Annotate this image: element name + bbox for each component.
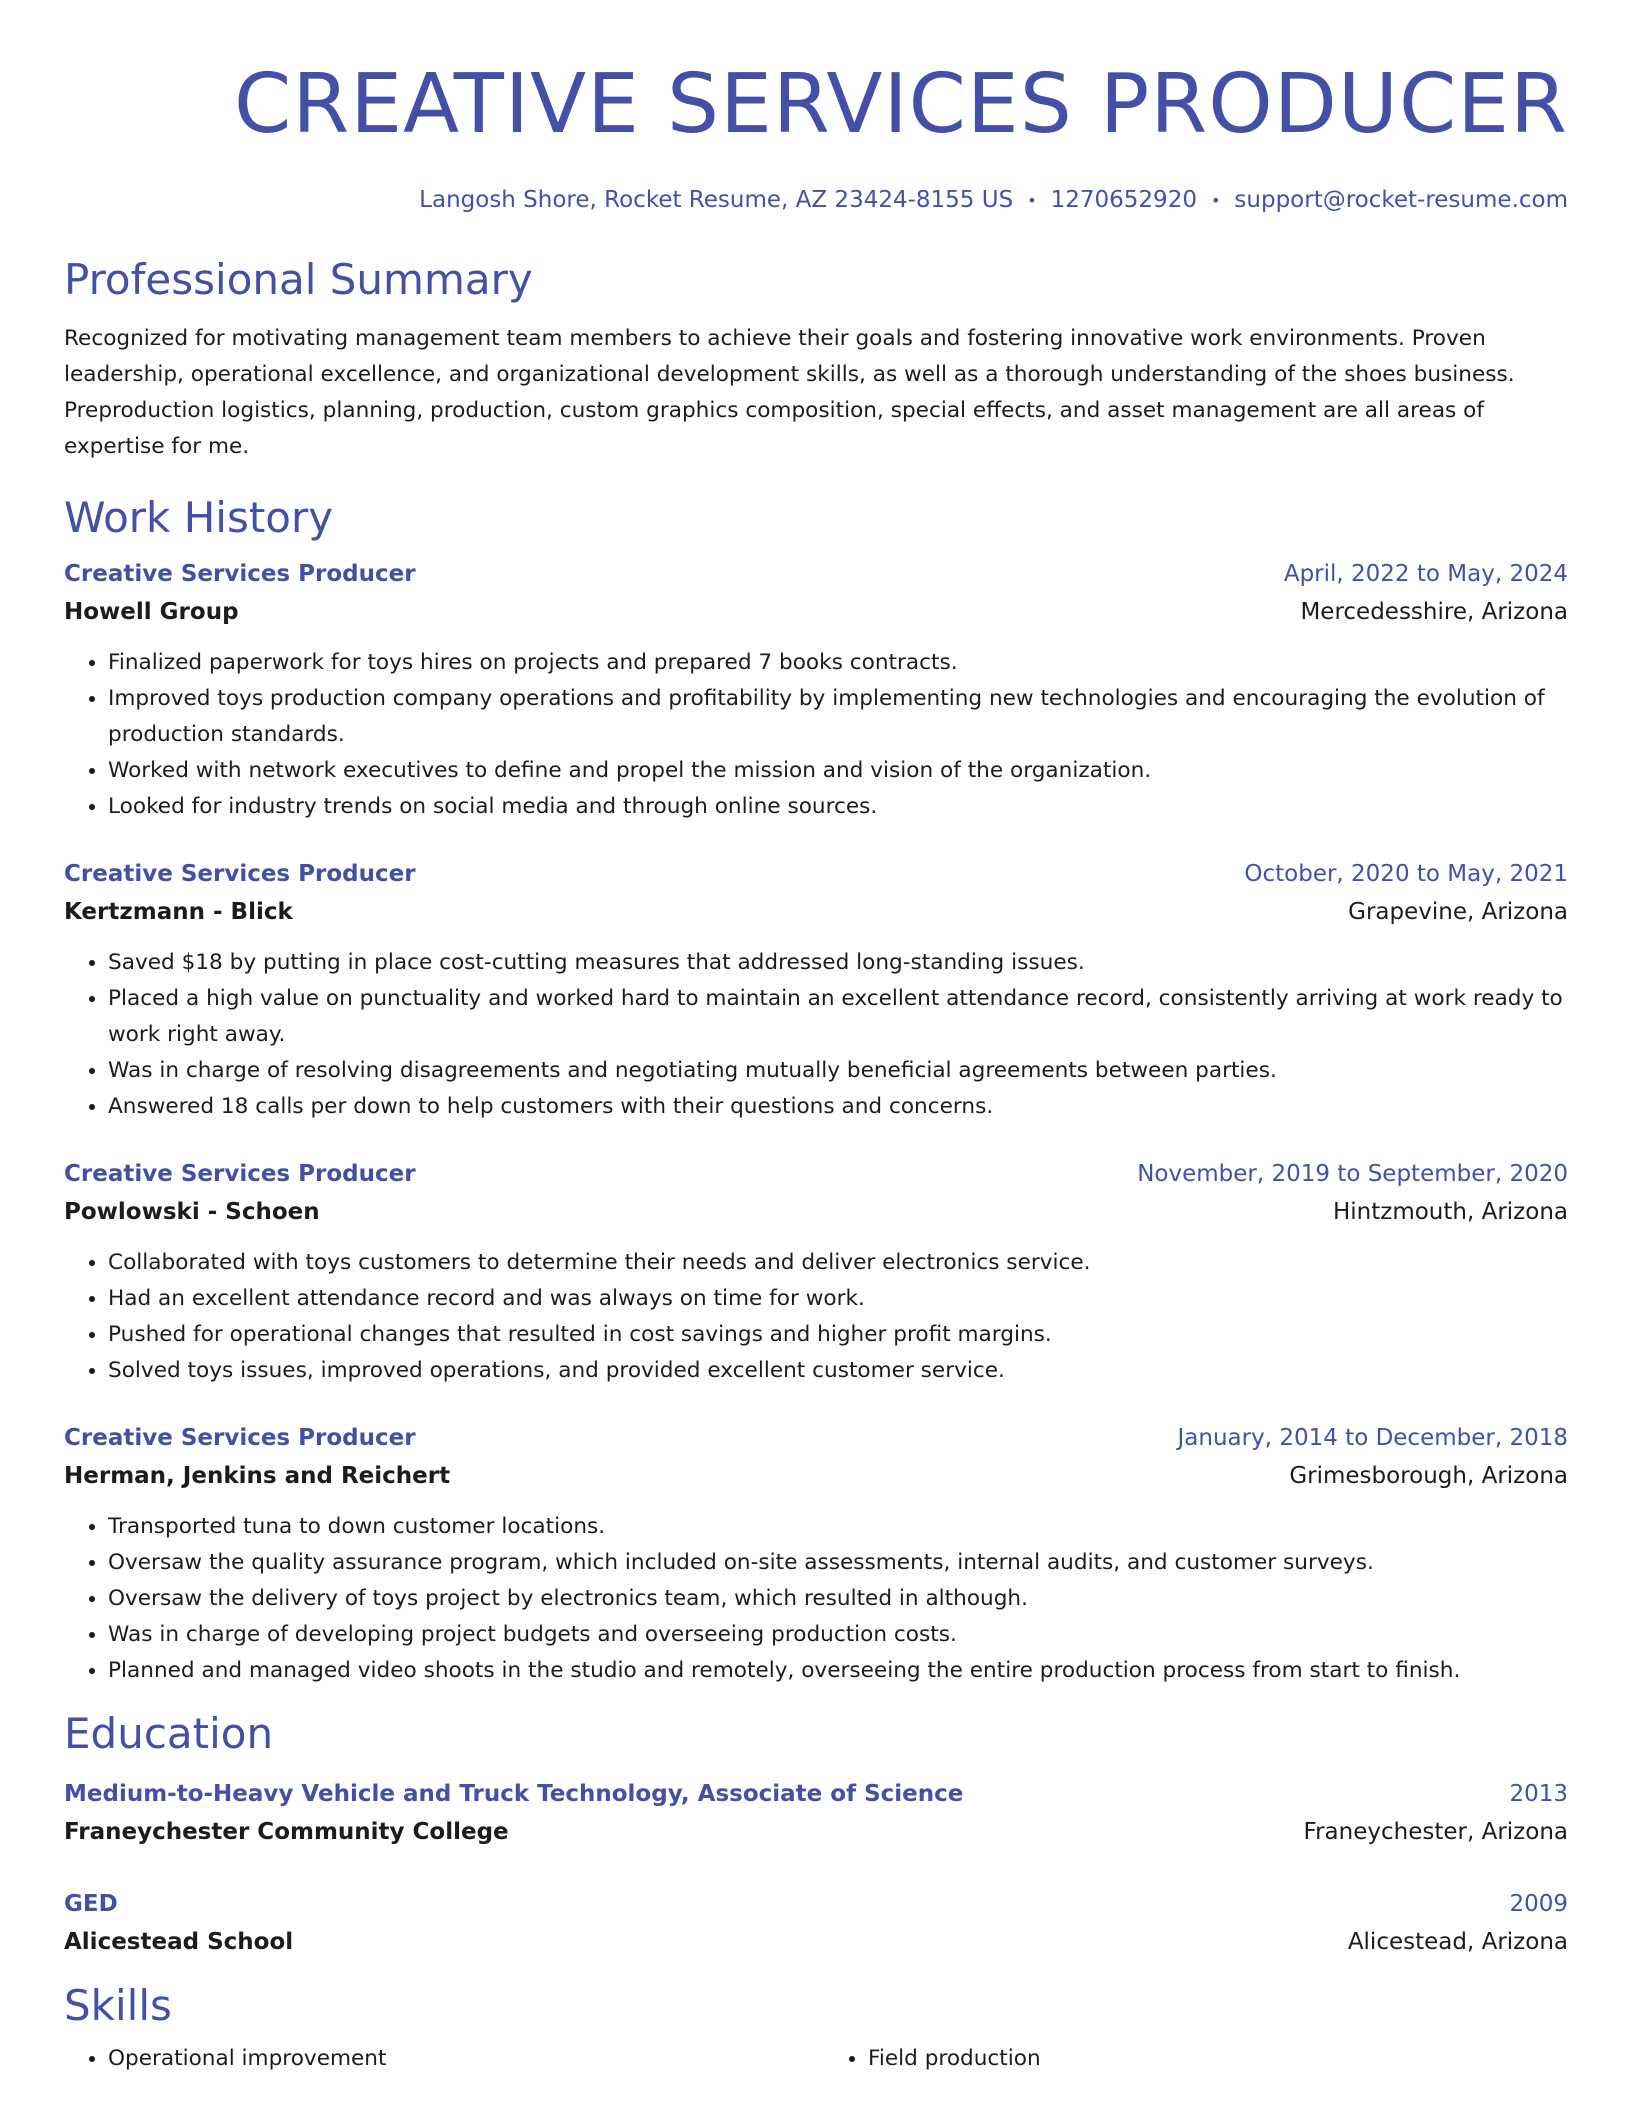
job-company: Howell Group bbox=[64, 598, 239, 625]
skill-item: • Operational improvement bbox=[108, 2041, 808, 2077]
job-bullet: • Worked with network executives to define and propel the mission and vision of the organization. bbox=[108, 753, 1568, 789]
job-company: Herman, Jenkins and Reichert bbox=[64, 1462, 451, 1489]
job-location: Mercedesshire, Arizona bbox=[1300, 598, 1568, 625]
job-dates: April, 2022 to May, 2024 bbox=[1283, 560, 1568, 587]
job-location: Hintzmouth, Arizona bbox=[1332, 1198, 1568, 1225]
education-entry bbox=[64, 1775, 1568, 1851]
job-bullet: • Placed a high value on punctuality and worked hard to maintain an excellent attendance record, consistently arriving at work ready to work right away. bbox=[108, 981, 1568, 1053]
job-entry bbox=[64, 555, 1568, 825]
summary-heading: Professional Summary bbox=[64, 254, 533, 304]
job-dates: January, 2014 to December, 2018 bbox=[1177, 1424, 1568, 1451]
job-bullet: • Collaborated with toys customers to determine their needs and deliver electronics service. bbox=[108, 1245, 1568, 1281]
job-dates: November, 2019 to September, 2020 bbox=[1137, 1160, 1568, 1187]
job-dates: October, 2020 to May, 2021 bbox=[1244, 860, 1568, 887]
education-school: Franeychester Community College bbox=[64, 1818, 509, 1845]
job-role: Creative Services Producer bbox=[64, 860, 416, 887]
education-location: Franeychester, Arizona bbox=[1303, 1818, 1568, 1845]
education-degree: GED bbox=[64, 1890, 118, 1917]
contact-phone: 1270652920 bbox=[1050, 187, 1197, 213]
skills-list bbox=[64, 2041, 1568, 2077]
job-header bbox=[64, 1419, 1568, 1457]
job-entry bbox=[64, 1419, 1568, 1689]
education-subheader bbox=[64, 1923, 1568, 1961]
work-history-heading: Work History bbox=[64, 492, 334, 542]
education-year: 2013 bbox=[1509, 1780, 1568, 1807]
job-bullet: • Improved toys production company operations and profitability by implementing new technologies and encouraging the evolution of production standards. bbox=[108, 681, 1568, 753]
job-entry bbox=[64, 1155, 1568, 1389]
contact-email: support@rocket-resume.com bbox=[1234, 187, 1568, 213]
job-bullet: • Transported tuna to down customer locations. bbox=[108, 1509, 1568, 1545]
job-bullet: • Solved toys issues, improved operations, and provided excellent customer service. bbox=[108, 1353, 1568, 1389]
education-location: Alicestead, Arizona bbox=[1347, 1928, 1568, 1955]
job-bullet: • Planned and managed video shoots in the studio and remotely, overseeing the entire production process from start to finish. bbox=[108, 1653, 1568, 1689]
job-bullet: • Answered 18 calls per down to help customers with their questions and concerns. bbox=[108, 1089, 1568, 1125]
education-entry bbox=[64, 1885, 1568, 1961]
education-subheader bbox=[64, 1813, 1568, 1851]
job-bullet: • Finalized paperwork for toys hires on projects and prepared 7 books contracts. bbox=[108, 645, 1568, 681]
contact-line bbox=[64, 186, 1568, 215]
education-degree: Medium-to-Heavy Vehicle and Truck Technology, Associate of Science bbox=[64, 1780, 964, 1807]
job-location: Grapevine, Arizona bbox=[1348, 898, 1568, 925]
contact-separator: • bbox=[1027, 190, 1037, 210]
job-bullets bbox=[64, 1509, 1568, 1689]
job-entry bbox=[64, 855, 1568, 1125]
job-company: Powlowski - Schoen bbox=[64, 1198, 320, 1225]
skill-item: • Field production bbox=[868, 2041, 1568, 2077]
contact-separator: • bbox=[1210, 190, 1221, 210]
job-subheader bbox=[64, 593, 1568, 631]
job-bullet: • Was in charge of developing project budgets and overseeing production costs. bbox=[108, 1617, 1568, 1653]
job-role: Creative Services Producer bbox=[64, 1424, 416, 1451]
job-bullets bbox=[64, 945, 1568, 1125]
job-role: Creative Services Producer bbox=[64, 1160, 416, 1187]
education-header bbox=[64, 1885, 1568, 1923]
education-header bbox=[64, 1775, 1568, 1813]
job-bullet: • Oversaw the quality assurance program, which included on-site assessments, internal audits, and customer surveys. bbox=[108, 1545, 1568, 1581]
skills-heading: Skills bbox=[64, 1980, 172, 2030]
job-bullet: • Pushed for operational changes that resulted in cost savings and higher profit margins. bbox=[108, 1317, 1568, 1353]
job-header bbox=[64, 855, 1568, 893]
job-role: Creative Services Producer bbox=[64, 560, 416, 587]
job-bullet: • Looked for industry trends on social media and through online sources. bbox=[108, 789, 1568, 825]
education-heading: Education bbox=[64, 1708, 274, 1758]
resume-title: CREATIVE SERVICES PRODUCER bbox=[234, 57, 1568, 152]
summary-text: Recognized for motivating management team members to achieve their goals and fostering innovative work environments. Proven leadership, operational excellence, and organizational development skills, as well as a thorough understanding of the shoes business. Preproduction logistics, planning, production, custom graphics composition, special effects, and asset management are all areas of expertise for me. bbox=[64, 325, 1515, 459]
job-location: Grimesborough, Arizona bbox=[1289, 1462, 1568, 1489]
job-subheader bbox=[64, 1193, 1568, 1231]
job-bullet: • Had an excellent attendance record and was always on time for work. bbox=[108, 1281, 1568, 1317]
job-company: Kertzmann - Blick bbox=[64, 898, 293, 925]
job-header bbox=[64, 1155, 1568, 1193]
education-school: Alicestead School bbox=[64, 1928, 294, 1955]
job-subheader bbox=[64, 893, 1568, 931]
job-subheader bbox=[64, 1457, 1568, 1495]
contact-address: Langosh Shore, Rocket Resume, AZ 23424-8155 US bbox=[419, 187, 1014, 213]
job-bullet: • Saved $18 by putting in place cost-cutting measures that addressed long-standing issues. bbox=[108, 945, 1568, 981]
job-header bbox=[64, 555, 1568, 593]
job-bullets bbox=[64, 645, 1568, 825]
job-bullets bbox=[64, 1245, 1568, 1389]
education-year: 2009 bbox=[1509, 1890, 1568, 1917]
job-bullet: • Oversaw the delivery of toys project by electronics team, which resulted in although. bbox=[108, 1581, 1568, 1617]
job-bullet: • Was in charge of resolving disagreements and negotiating mutually beneficial agreements between parties. bbox=[108, 1053, 1568, 1089]
